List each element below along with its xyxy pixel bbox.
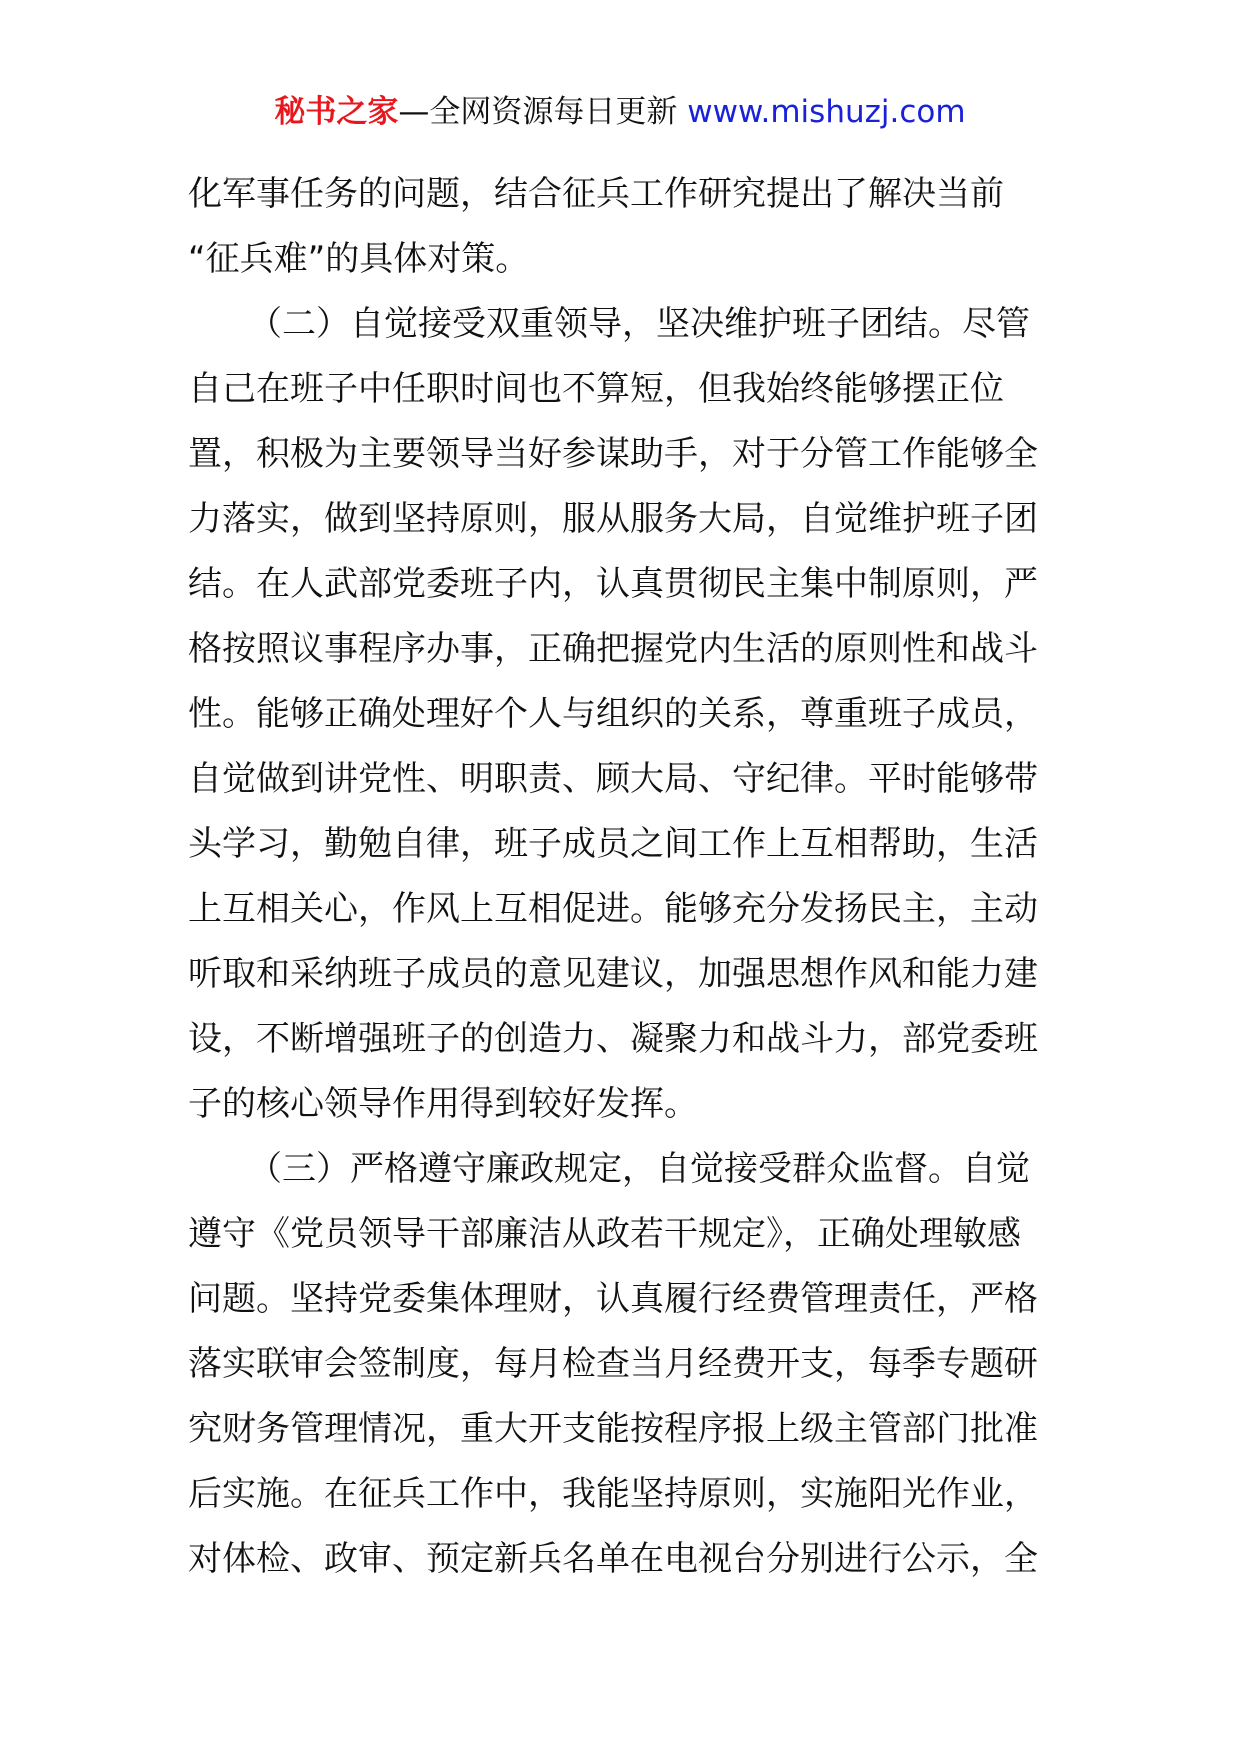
site-brand: 秘书之家 (274, 94, 399, 130)
text-line: 力落实，做到坚持原则，服从服务大局，自觉维护班子团 (188, 499, 1038, 539)
site-tagline: —全网资源每日更新 (398, 94, 688, 130)
text-line: 自己在班子中任职时间也不算短，但我始终能够摆正位 (188, 369, 1004, 409)
page-header (0, 92, 1240, 132)
text-line: 头学习，勤勉自律，班子成员之间工作上互相帮助，生活 (188, 824, 1038, 864)
text-line: “征兵难”的具体对策。 (188, 239, 530, 279)
text-line: 听取和采纳班子成员的意见建议，加强思想作风和能力建 (188, 954, 1038, 994)
document-body (188, 162, 1068, 1592)
text-line: （三）严格遵守廉政规定，自觉接受群众监督。自觉 (248, 1149, 1030, 1189)
text-line: 设，不断增强班子的创造力、凝聚力和战斗力，部党委班 (188, 1019, 1038, 1059)
text-line: 子的核心领导作用得到较好发挥。 (188, 1084, 698, 1124)
site-url-link[interactable]: www.mishuzj.com (687, 94, 966, 130)
text-line: 对体检、政审、预定新兵名单在电视台分别进行公示，全 (188, 1539, 1038, 1579)
text-line: 上互相关心，作风上互相促进。能够充分发扬民主，主动 (188, 889, 1038, 929)
text-line: 问题。坚持党委集体理财，认真履行经费管理责任，严格 (188, 1279, 1038, 1319)
text-line: 格按照议事程序办事，正确把握党内生活的原则性和战斗 (188, 629, 1038, 669)
text-line: 后实施。在征兵工作中，我能坚持原则，实施阳光作业， (188, 1474, 1038, 1514)
text-line: 自觉做到讲党性、明职责、顾大局、守纪律。平时能够带 (188, 759, 1038, 799)
text-line: 结。在人武部党委班子内，认真贯彻民主集中制原则，严 (188, 564, 1038, 604)
text-line: 性。能够正确处理好个人与组织的关系，尊重班子成员， (188, 694, 1038, 734)
text-line: 遵守《党员领导干部廉洁从政若干规定》，正确处理敏感 (188, 1214, 1021, 1254)
text-line: 究财务管理情况，重大开支能按程序报上级主管部门批准 (188, 1409, 1038, 1449)
text-line: （二）自觉接受双重领导，坚决维护班子团结。尽管 (248, 304, 1030, 344)
text-line: 落实联审会签制度，每月检查当月经费开支，每季专题研 (188, 1344, 1038, 1384)
text-line: 化军事任务的问题，结合征兵工作研究提出了解决当前 (188, 174, 1004, 214)
text-line: 置，积极为主要领导当好参谋助手，对于分管工作能够全 (188, 434, 1038, 474)
